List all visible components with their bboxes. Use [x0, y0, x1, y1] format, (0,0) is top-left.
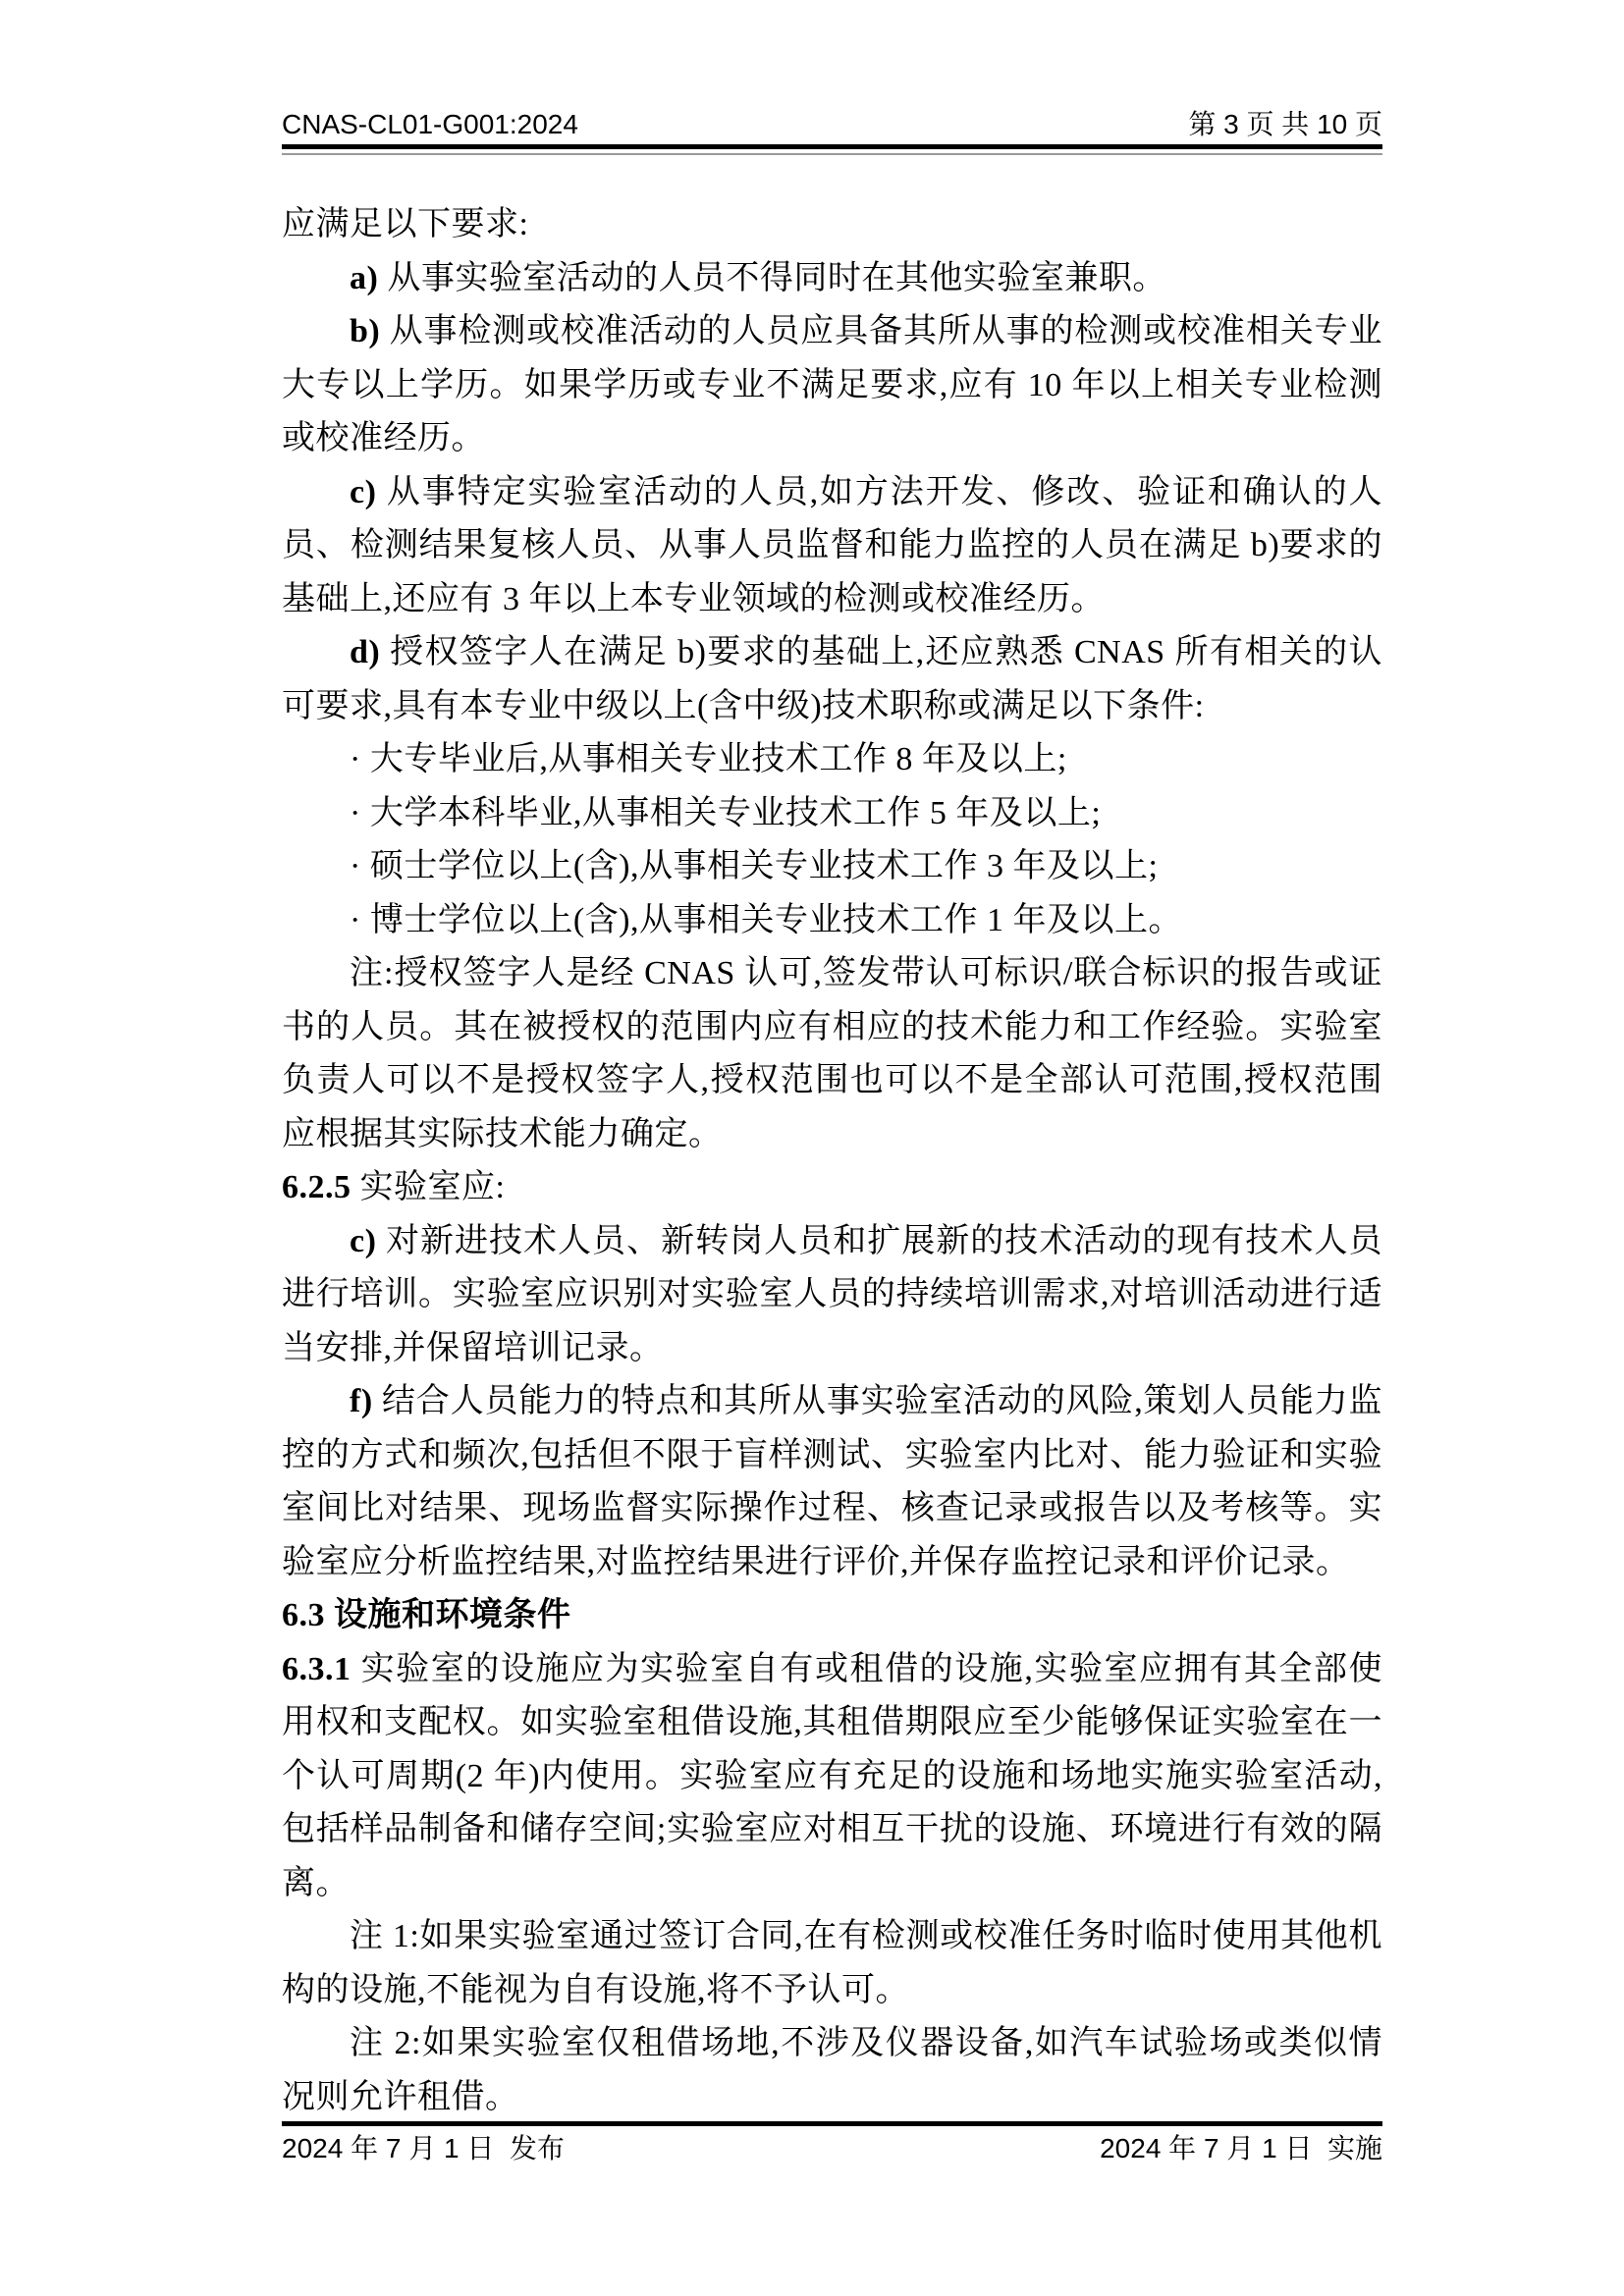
text-run: · 大学本科毕业,从事相关专业技术工作 5 年及以上;	[350, 794, 1102, 831]
list-item-b	[282, 305, 1382, 466]
note-authorized-signatory	[282, 947, 1382, 1161]
bold-run: a)	[350, 259, 388, 296]
text-run: 实验室的设施应为实验室自有或租借的设施,实验室应拥有其全部使用权和支配权。如实验室租借设施,其租借期限应至少能够保证实验室在一个认可周期(2 年)内使用。实验室应有充足的设施和场地实施实验室活动,包括样品制备和储存空间;实验室应对相互干扰的设施、环境进行有效的隔离。	[282, 1650, 1383, 1901]
bullet-doctor-degree	[282, 894, 1382, 948]
list-item-c	[282, 466, 1382, 627]
bold-run: d)	[350, 634, 391, 670]
text-run: 授权签字人在满足 b)要求的基础上,还应熟悉 CNAS 所有相关的认可要求,具有本专业中级以上(含中级)技术职称或满足以下条件:	[282, 634, 1383, 724]
bold-run: c)	[350, 1222, 386, 1259]
text-run: 实验室应:	[359, 1169, 506, 1205]
note-1-contract-facilities	[282, 1910, 1382, 2017]
text-run: 注:授权签字人是经 CNAS 认可,签发带认可标识/联合标识的报告或证书的人员。其在被授权的范围内应有相应的技术能力和工作经验。实验室负责人可以不是授权签字人,授权范围也可以不是全部认可范围,授权范围应根据其实际技术能力确定。	[282, 955, 1382, 1152]
note-2-rented-site	[282, 2017, 1382, 2124]
list-item-d	[282, 626, 1382, 733]
footer-rule	[282, 2121, 1382, 2126]
document-body	[282, 198, 1382, 2124]
para-6-3-1	[282, 1643, 1382, 1911]
text-run: 对新进技术人员、新转岗人员和扩展新的技术活动的现有技术人员进行培训。实验室应识别对实验室人员的持续培训需求,对培训活动进行适当安排,并保留培训记录。	[282, 1222, 1382, 1366]
text-run: 结合人员能力的特点和其所从事实验室活动的风险,策划人员能力监控的方式和频次,包括但不限于盲样测试、实验室内比对、能力验证和实验室间比对结果、现场监督实际操作过程、核查记录或报告以及考核等。实验室应分析监控结果,对监控结果进行评价,并保存监控记录和评价记录。	[282, 1383, 1382, 1580]
text-run: · 博士学位以上(含),从事相关专业技术工作 1 年及以上。	[350, 901, 1182, 938]
bold-run: f)	[350, 1383, 382, 1419]
text-run: 从事检测或校准活动的人员应具备其所从事的检测或校准相关专业大专以上学历。如果学历或专业不满足要求,应有 10 年以上相关专业检测或校准经历。	[282, 313, 1382, 456]
bold-run: b)	[350, 313, 390, 349]
heading-6-2-5	[282, 1161, 1382, 1215]
bold-run: c)	[350, 473, 387, 510]
text-run: 应满足以下要求:	[282, 206, 529, 242]
page-header	[282, 108, 1382, 141]
page-footer	[282, 2132, 1382, 2165]
bold-run: 6.3.1	[282, 1650, 361, 1687]
footer-issue-date: 2024 年 7 月 1 日 发布	[282, 2133, 565, 2163]
bullet-bachelor-degree	[282, 787, 1382, 841]
text-run: 从事特定实验室活动的人员,如方法开发、修改、验证和确认的人员、检测结果复核人员、从事人员监督和能力监控的人员在满足 b)要求的基础上,还应有 3 年以上本专业领域的检测或校准经历。	[282, 473, 1382, 617]
bold-run: 6.2.5	[282, 1169, 360, 1205]
text-run: 注 1:如果实验室通过签订合同,在有检测或校准任务时临时使用其他机构的设施,不能视为自有设施,将不予认可。	[282, 1918, 1382, 2008]
list-item-a	[282, 252, 1382, 306]
bold-run: 6.3 设施和环境条件	[282, 1597, 571, 1633]
text-run: 注 2:如果实验室仅租借场地,不涉及仪器设备,如汽车试验场或类似情况则允许租借。	[282, 2025, 1382, 2115]
text-run: · 硕士学位以上(含),从事相关专业技术工作 3 年及以上;	[350, 848, 1159, 884]
text-run: 从事实验室活动的人员不得同时在其他实验室兼职。	[387, 259, 1166, 296]
header-doc-number: CNAS-CL01-G001:2024	[282, 109, 578, 139]
bullet-master-degree	[282, 840, 1382, 894]
header-rule	[282, 144, 1382, 155]
header-page-number: 第 3 页 共 10 页	[1188, 109, 1382, 139]
list-item-f-monitoring	[282, 1375, 1382, 1589]
heading-6-3	[282, 1589, 1382, 1643]
list-item-c-training	[282, 1215, 1382, 1376]
para-requirements-intro	[282, 198, 1382, 252]
text-run: · 大专毕业后,从事相关专业技术工作 8 年及以上;	[350, 741, 1067, 777]
footer-implement-date: 2024 年 7 月 1 日 实施	[1100, 2133, 1382, 2163]
bullet-associate-degree	[282, 733, 1382, 787]
